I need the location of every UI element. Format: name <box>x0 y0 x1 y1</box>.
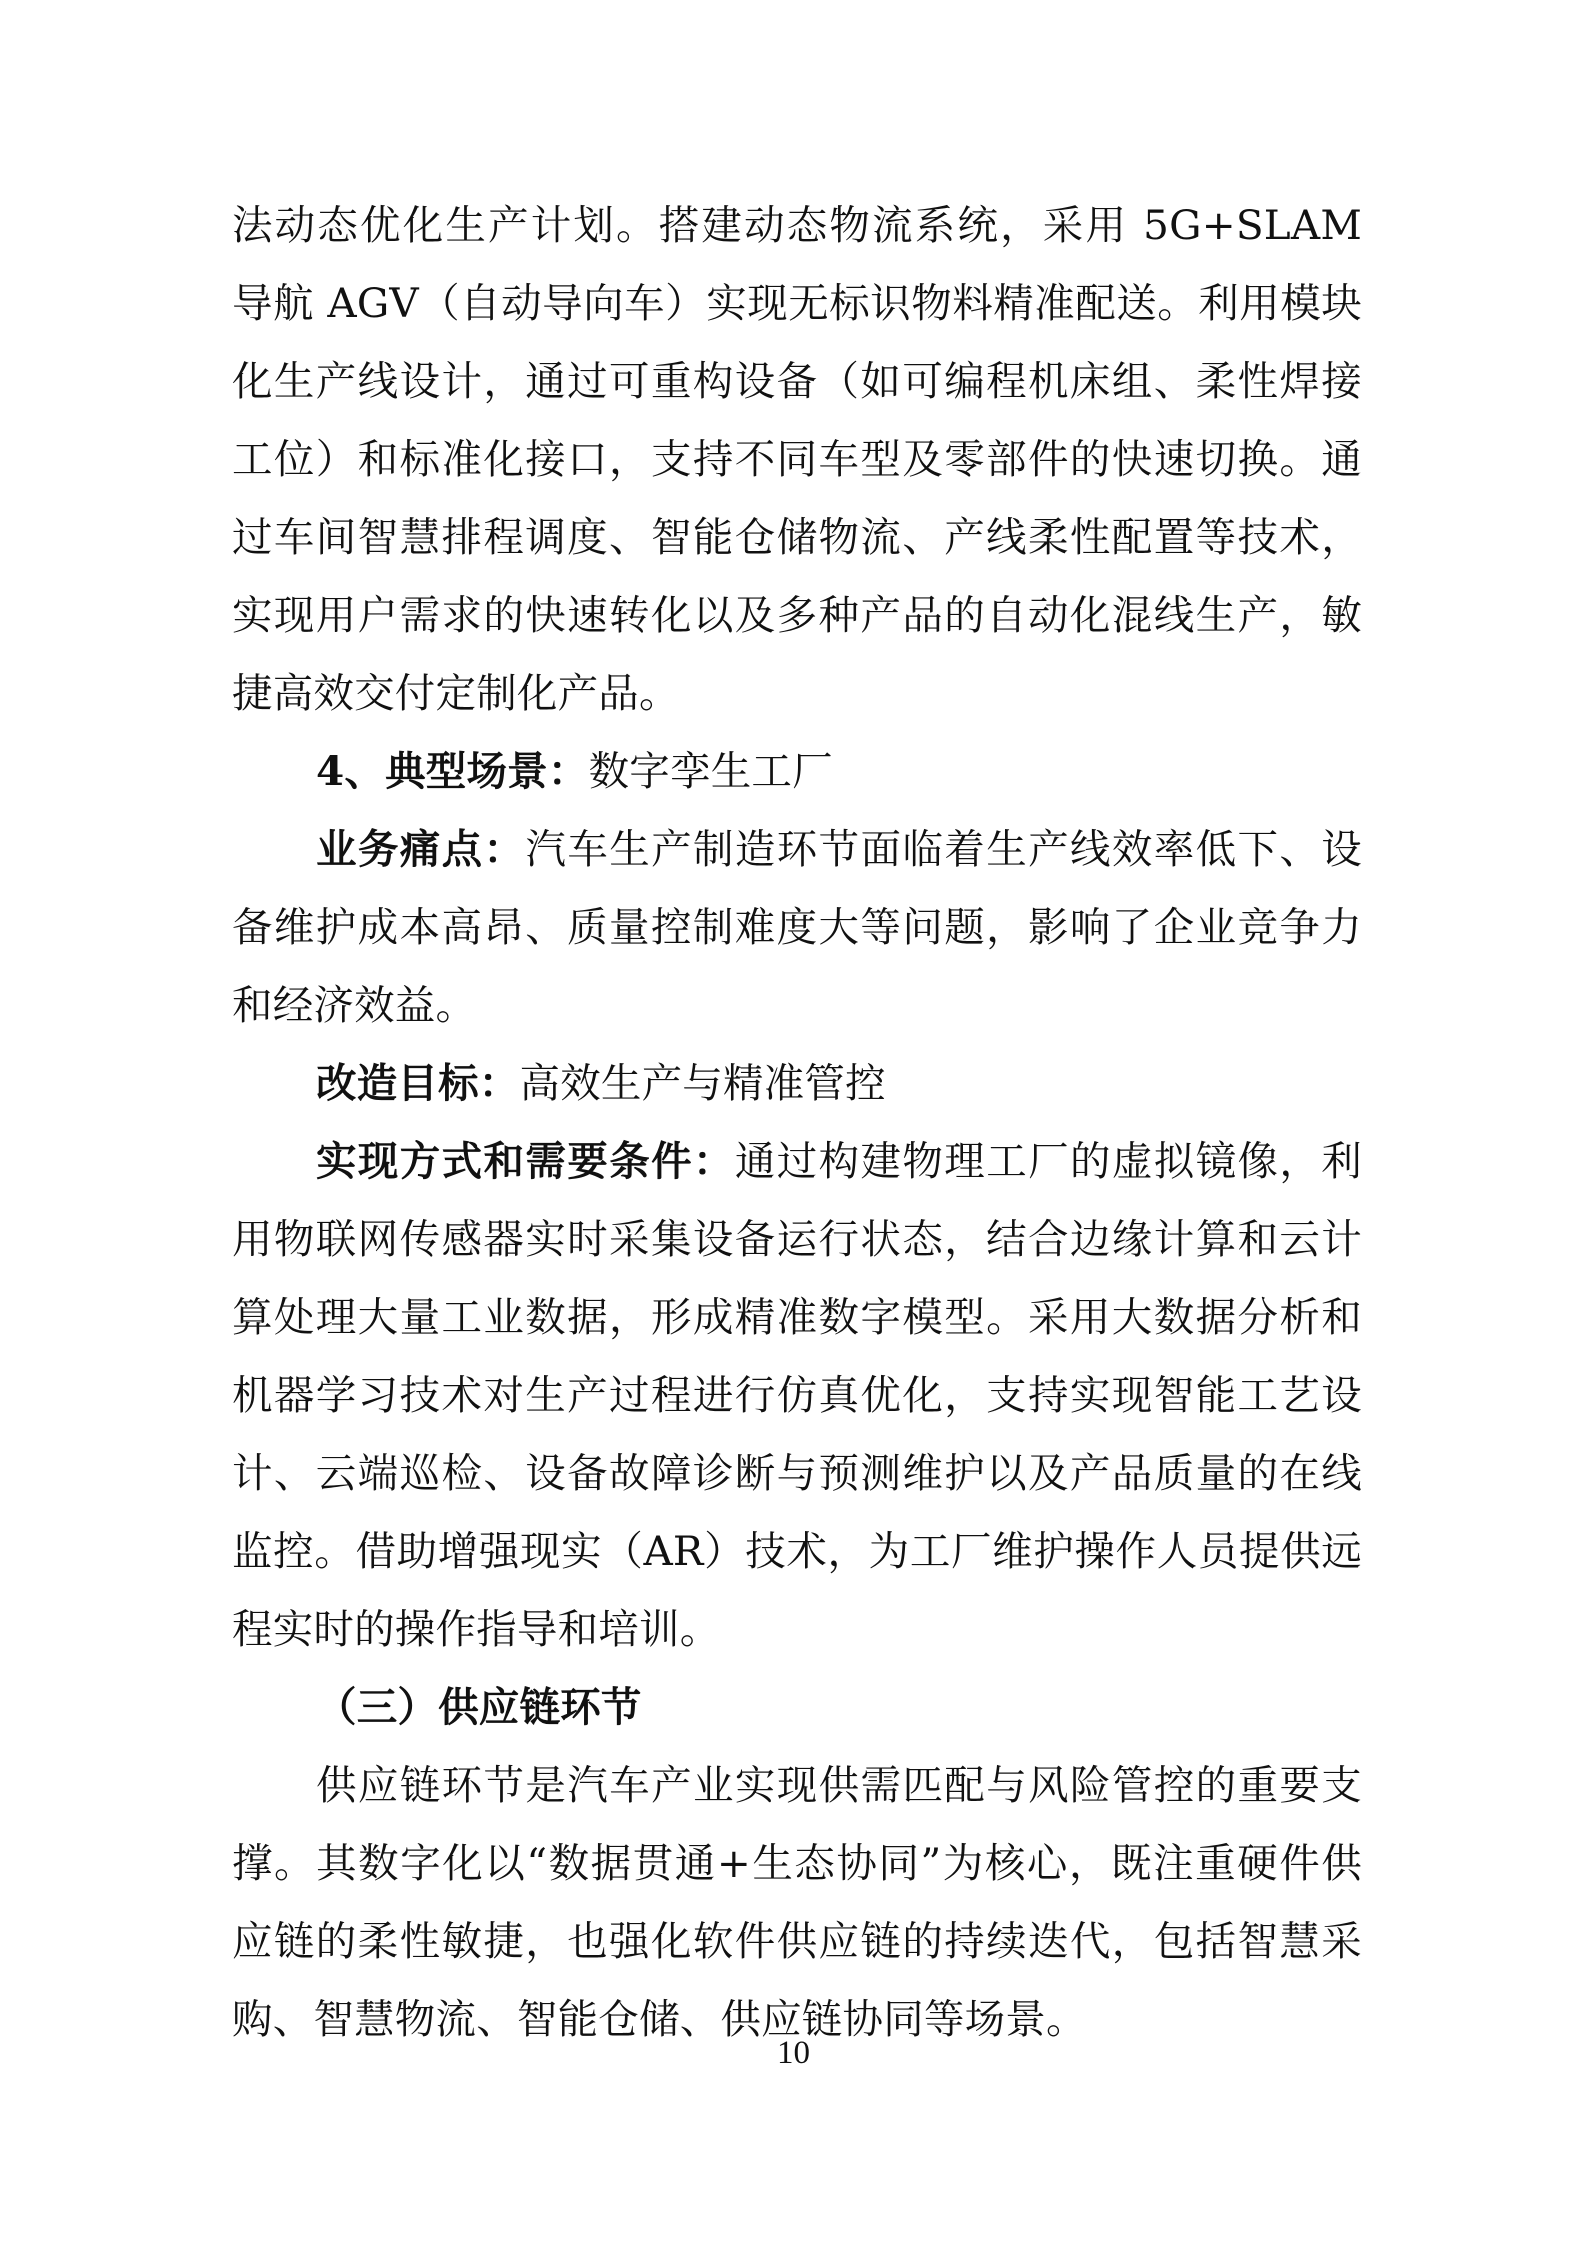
pain-point-text: 汽车生产制造环节面临着生产线效率低下、设备维护成本高昂、质量控制难度大等问题，影响了企业竞争力和经济效益。 <box>232 825 1362 1029</box>
pain-point-paragraph <box>232 810 1362 1044</box>
document-body <box>232 186 1362 2058</box>
method-paragraph <box>232 1122 1362 1668</box>
scene-heading-value: 数字孪生工厂 <box>588 747 833 795</box>
goal-text: 高效生产与精准管控 <box>519 1059 886 1107</box>
pain-point-label: 业务痛点： <box>316 825 526 873</box>
scene-heading-label: 4、典型场景： <box>316 747 589 795</box>
page-number: 10 <box>777 2035 810 2071</box>
method-text: 通过构建物理工厂的虚拟镜像，利用物联网传感器实时采集设备运行状态，结合边缘计算和云计算处理大量工业数据，形成精准数字模型。采用大数据分析和机器学习技术对生产过程进行仿真优化，支持实现智能工艺设计、云端巡检、设备故障诊断与预测维护以及产品质量的在线监控。借助增强现实（AR）技术，为工厂维护操作人员提供远程实时的操作指导和培训。 <box>232 1137 1362 1653</box>
paragraph-continued: 法动态优化生产计划。搭建动态物流系统，采用 5G+SLAM 导航 AGV（自动导向车）实现无标识物料精准配送。利用模块化生产线设计，通过可重构设备（如可编程机床组、柔性焊接工位）和标准化接口，支持不同车型及零部件的快速切换。通过车间智慧排程调度、智能仓储物流、产线柔性配置等技术，实现用户需求的快速转化以及多种产品的自动化混线生产，敏捷高效交付定制化产品。 <box>232 201 1362 717</box>
section-paragraph: 供应链环节是汽车产业实现供需匹配与风险管控的重要支撑。其数字化以“数据贯通+生态协同”为核心，既注重硬件供应链的柔性敏捷，也强化软件供应链的持续迭代，包括智慧采购、智慧物流、智能仓储、供应链协同等场景。 <box>232 1761 1362 2043</box>
section-heading: （三）供应链环节 <box>316 1683 642 1731</box>
method-label: 实现方式和需要条件： <box>316 1137 735 1185</box>
scene-heading <box>232 732 1362 810</box>
goal-paragraph <box>232 1044 1362 1122</box>
goal-label: 改造目标： <box>316 1059 520 1107</box>
